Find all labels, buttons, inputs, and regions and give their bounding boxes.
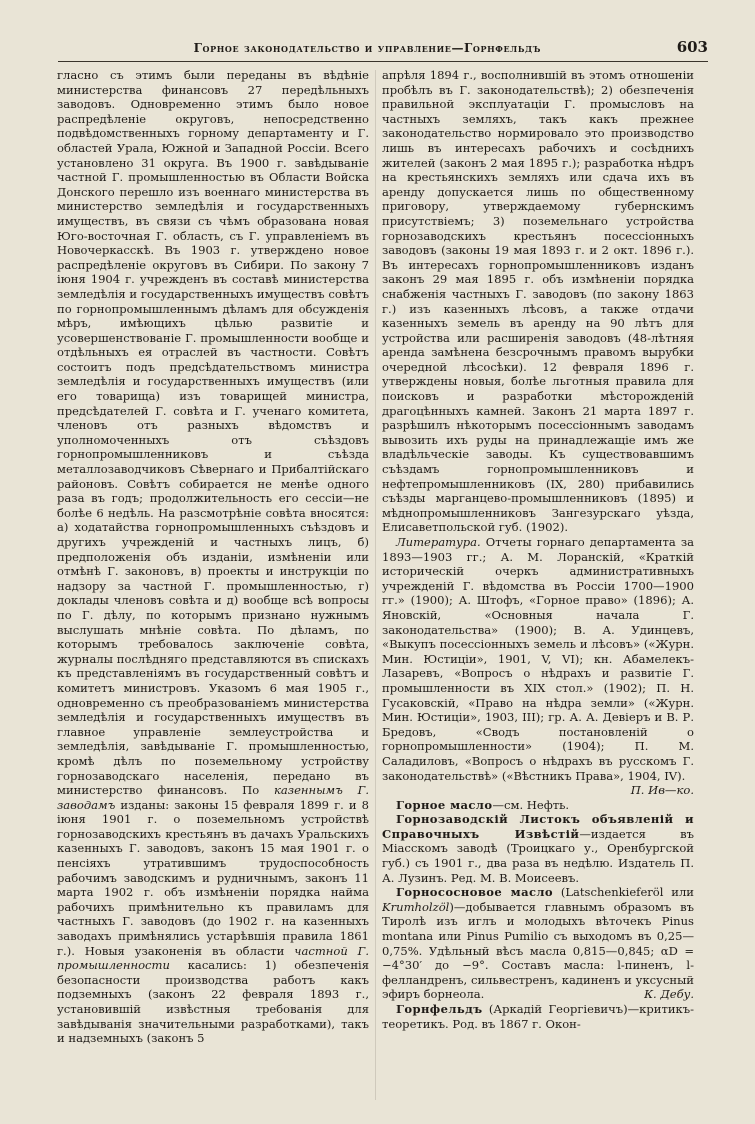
literature-text: Отчеты горнаго департамента за 1893—1903 гг.; А. М. Лоранскій, «Краткій историческій очеркъ административныхъ учрежденій Г. вѣдомства въ Россіи 1700—1900 гг.» (1900); А. Штофъ, «Горное право» (1896); А. Яновскій, «Основныя начала Г. законодательства» (1900); В. А. Удинцевъ, «Выкупъ посессіонныхъ земель и лѣсовъ» («Журн. Мин. Юстиціи», 1901, V, VI); кн. Абамелекъ-Лазаревъ, «Вопросъ о нѣдрахъ и развитіе Г. промышленности въ XIX стол.» (1902); П. Н. Гусаковскій, «Право на нѣдра земли» («Журн. Мин. Юстиціи», 1903, III); гр. А. А. Девіеръ и В. Р. Бредовъ, «Сводъ постановленій о горнопромышленности» (1904); П. М. Саладиловъ, «Вопросъ о нѣдрахъ въ русскомъ Г. законодательствѣ» («Вѣстникъ Права», 1904, IV). <box>382 535 694 783</box>
literature-signature: П. Ив—ко. <box>630 783 694 798</box>
entry-text-2: )—добывается главнымъ образомъ въ Тиролѣ изъ иглъ и молодыхъ вѣточекъ Pinus montana или Pinus Pumilio съ выходомъ въ 0,25—0,75%. Удѣльный вѣсъ масла 0,815—0,845; αD = −4°30′ до −9°. Составъ масла: l-пиненъ, l-фелландренъ, сильвестренъ, кадиненъ и уксусный эфиръ борнеола. <box>382 899 694 1002</box>
left-column <box>57 68 369 1108</box>
entry-text: (Latschenkieferöl или <box>560 885 694 900</box>
running-title: Горное законодательство и управление—Горнфельдъ <box>193 41 542 55</box>
right-column <box>382 68 694 1108</box>
header-rule <box>58 61 708 62</box>
entry-heading: Горнососновое масло <box>396 885 554 900</box>
running-header <box>58 38 708 60</box>
literature-label: Литература. <box>396 535 481 549</box>
entry-heading: Горнозаводскій Листокъ объявленій и Справочныхъ Извѣстій <box>382 812 694 841</box>
entry-gornososnovoe-maslo <box>382 885 694 1002</box>
left-text-1: гласно съ этимъ были переданы въ вѣдѣніе министерства финансовъ 27 передѣльныхъ заводовъ. Одновременно этимъ было новое распредѣленіе округовъ, непосредственно подвѣдомственныхъ горному департаменту и Г. областей Урала, Южной и Западной Россіи. Всего установлено 31 округа. Въ 1900 г. завѣдываніе частной Г. промышленностью въ Области Войска Донского перешло изъ военнаго министерства въ министерство земледѣлія и государственныхъ имуществъ, въ связи съ чѣмъ образована новая Юго-восточная Г. область, съ Г. управленіемъ въ Новочеркасскѣ. Въ 1903 г. утверждено новое распредѣленіе округовъ въ Сибири. По закону 7 іюня 1904 г. учрежденъ въ составѣ министерства земледѣлія и государственныхъ имуществъ совѣтъ по горнопромышленнымъ дѣламъ для обсужденія мѣръ, имѣющихъ цѣлью развитіе и усовершенствованіе Г. промышленности вообще и отдѣльныхъ ея отраслей въ частности. Совѣтъ состоитъ подъ предсѣдательствомъ министра земледѣлія и государственныхъ имуществъ (или его товарища) изъ товарищей министра, предсѣдателей Г. совѣта и Г. ученаго комитета, членовъ отъ разныхъ вѣдомствъ и уполномоченныхъ отъ съѣздовъ горнопромышленниковъ и съѣзда металлозаводчиковъ Сѣвернаго и Прибалтійскаго районовъ. Совѣтъ собирается не менѣе одного раза въ годъ; продолжительность его сессіи—не болѣе 6 недѣль. На разсмотрѣніе совѣта вносятся: а) ходатайства горнопромышленныхъ съѣздовъ и другихъ учрежденій и частныхъ лицъ, б) предположенія объ изданіи, измѣненіи или отмѣнѣ Г. законовъ, в) проекты и инструкціи по надзору за частной Г. промышленностью, г) доклады членовъ совѣта и д) вообще всѣ вопросы по Г. дѣлу, по которымъ признано нужнымъ выслушать мнѣніе совѣта. По дѣламъ, по которымъ требовалось заключеніе совѣта, журналы послѣдняго представляются въ спискахъ къ представленіямъ въ государственный совѣтъ и комитетъ министровъ. Указомъ 6 мая 1905 г., одновременно съ преобразованіемъ министерства земледѣлія и государственныхъ имуществъ въ главное управленіе землеустройства и земледѣлія, завѣдываніе Г. промышленностью, кромѣ дѣлъ по поземельному устройству горнозаводскаго населенія, передано въ министерство финансовъ. По <box>57 68 369 798</box>
literature-paragraph <box>382 535 694 798</box>
left-text-3: касались: 1) обезпеченія безопасности производства работъ какъ подземныхъ (законъ 22 февраля 1893 г., установившій извѣстныя требованія для завѣдыванія значительными разработками), такъ и надземныхъ (законъ 5 <box>57 958 369 1046</box>
page-number: 603 <box>676 38 708 56</box>
left-italic-2: частной Г. промышленности <box>57 943 369 973</box>
entry-text: —издается въ Міасскомъ заводѣ (Троицкаго у., Оренбургской губ.) съ 1901 г., два раза въ недѣлю. Издатель П. А. Лузинъ. Ред. М. В. Моисеевъ. <box>382 826 694 885</box>
entry-gornoe-maslo <box>382 798 694 813</box>
entry-gornfeld <box>382 1002 694 1031</box>
right-paragraph-1: апрѣля 1894 г., восполнившій въ этомъ отношеніи пробѣлъ въ Г. законодательствѣ); 2) обезпеченія правильной эксплуатаціи Г. промысловъ на частныхъ земляхъ, такъ какъ прежнее законодательство нормировало это производство лишь въ интересахъ рабочихъ и сосѣднихъ жителей (законъ 2 мая 1895 г.); разработка нѣдръ на крестьянскихъ земляхъ или сдача ихъ въ аренду допускается лишь по общественному приговору, утверждаемому губернскимъ присутствіемъ; 3) поземельнаго устройства горнозаводскихъ крестьянъ посессіонныхъ заводовъ (законы 19 мая 1893 г. и 2 окт. 1896 г.). Въ интересахъ горнопромышленниковъ изданъ законъ 29 мая 1895 г. объ измѣненіи порядка снабженія частныхъ Г. заводовъ (по закону 1863 г.) изъ казенныхъ лѣсовъ, а также отдачи казенныхъ земель въ аренду на 90 лѣтъ для устройства или расширенія заводовъ (48-лѣтняя аренда замѣнена безсрочнымъ правомъ вырубки очередной лѣсосѣки). 12 февраля 1896 г. утверждены новыя, болѣе льготныя правила для поисковъ и разработки мѣсторожденій драгоцѣнныхъ камней. Законъ 21 марта 1897 г. разрѣшилъ нѣкоторымъ посессіоннымъ заводамъ вывозить ихъ руды на принадлежащіе имъ же владѣльческіе заводы. Къ существовавшимъ съѣздамъ горнопромышленниковъ и нефтепромышленниковъ (IX, 280) прибавились съѣзды марганцево-промышленниковъ (1895) и мѣднопромышленниковъ Зангезурскаго уѣзда, Елисаветпольской губ. (1902). <box>382 68 694 535</box>
entry-text: —см. Нефть. <box>492 797 570 812</box>
left-paragraph <box>57 68 369 1046</box>
entry-heading: Горное масло <box>396 797 493 812</box>
entry-text: (Аркадій Георгіевичъ)—критикъ-теоретикъ. Род. въ 1867 г. Окон- <box>382 1002 694 1031</box>
column-divider <box>375 70 376 1100</box>
entry-gornozavodskiy-listok <box>382 812 694 885</box>
entry-italic: Krumholzöl <box>382 899 450 914</box>
left-italic-1: казеннымъ Г. заводамъ <box>57 783 369 812</box>
entry-heading: Горнфельдъ <box>396 1002 483 1016</box>
entry-signature: К. Дебу. <box>644 987 694 1002</box>
left-text-2: изданы: законы 15 февраля 1899 г. и 8 іюня 1901 г. о поземельномъ устройствѣ горнозаводскихъ крестьянъ въ дачахъ Уральскихъ казенныхъ Г. заводовъ, законъ 15 мая 1901 г. о пенсіяхъ утратившимъ трудоспособность рабочимъ заводскимъ и рудничнымъ, законъ 11 марта 1902 г. объ измѣненіи порядка найма рабочихъ примѣнительно къ правиламъ для частныхъ Г. заводовъ (до 1902 г. на казенныхъ заводахъ примѣнялись устарѣвшія правила 1861 г.). Новыя узаконенія въ области <box>57 797 369 958</box>
